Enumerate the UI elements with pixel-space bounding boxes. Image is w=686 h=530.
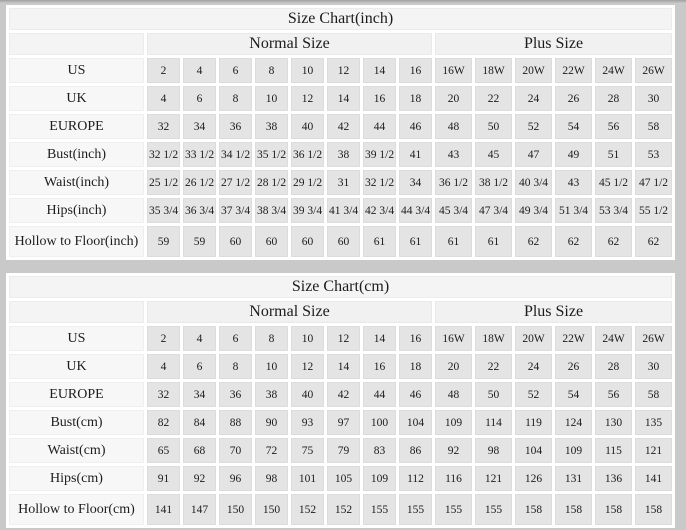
table-cell: 18 [399,86,432,111]
table-cell: 38 [255,114,288,139]
table-cell: 59 [183,226,216,257]
table-cell: 82 [147,410,180,435]
table-row [9,466,672,491]
table-cell: 4 [147,354,180,379]
table-cell: 147 [183,494,216,525]
table-cell: 53 3/4 [595,198,632,223]
table-cell: 44 3/4 [399,198,432,223]
table-row [9,438,672,463]
table-cell: 42 [327,382,360,407]
table-cell: 155 [399,494,432,525]
table-cell: 8 [255,58,288,83]
table-cell: 61 [435,226,472,257]
table-cell: 6 [219,58,252,83]
table-row [9,354,672,379]
table-cell: 41 [399,142,432,167]
table-cell: 14 [363,58,396,83]
table-cell: 50 [475,382,512,407]
size-chart-inch-table [6,5,675,260]
table-cell: 47 [515,142,552,167]
row-label: Waist(inch) [9,170,144,195]
table-cell: 28 1/2 [255,170,288,195]
table-cell: 48 [435,114,472,139]
table-cell: 131 [555,466,592,491]
table-cell: 16 [399,58,432,83]
table-cell: 43 [555,170,592,195]
table-cell: 92 [183,466,216,491]
table-cell: 4 [147,86,180,111]
table-cell: 10 [255,86,288,111]
table-cell: 130 [595,410,632,435]
table-cell: 36 1/2 [291,142,324,167]
row-label: Hollow to Floor(inch) [9,226,144,257]
table-cell: 155 [435,494,472,525]
table-cell: 31 [327,170,360,195]
table-cell: 29 1/2 [291,170,324,195]
size-chart-cm-table [6,273,675,528]
table-cell: 12 [327,326,360,351]
table-cell: 62 [635,226,672,257]
row-label: EUROPE [9,114,144,139]
table-cell: 49 3/4 [515,198,552,223]
table-cell: 30 [635,86,672,111]
table-row [9,170,672,195]
table-cell: 98 [255,466,288,491]
table-cell: 40 [291,114,324,139]
table-cell: 119 [515,410,552,435]
table-cell: 32 1/2 [363,170,396,195]
table-cell: 150 [255,494,288,525]
table-cell: 104 [399,410,432,435]
table-cell: 2 [147,58,180,83]
table-cell: 105 [327,466,360,491]
table-cell: 60 [255,226,288,257]
table-cell: 52 [515,114,552,139]
table-cell: 18W [475,326,512,351]
table-cell: 47 1/2 [635,170,672,195]
column-group-row [9,301,672,323]
table-row [9,142,672,167]
size-charts-page [0,3,686,528]
table-cell: 12 [291,86,324,111]
table-cell: 61 [399,226,432,257]
table-cell: 34 [183,382,216,407]
table-cell: 26 1/2 [183,170,216,195]
table-cell: 121 [635,438,672,463]
table-cell: 12 [291,354,324,379]
table-cell: 36 1/2 [435,170,472,195]
table-cell: 116 [435,466,472,491]
table-cell: 46 [399,382,432,407]
table-cell: 61 [363,226,396,257]
chart-title: Size Chart(inch) [9,8,672,30]
table-cell: 50 [475,114,512,139]
table-cell: 26 [555,86,592,111]
table-cell: 44 [363,382,396,407]
table-cell: 10 [255,354,288,379]
table-cell: 16 [363,86,396,111]
table-cell: 41 3/4 [327,198,360,223]
row-label: Bust(cm) [9,410,144,435]
table-cell: 16W [435,326,472,351]
table-cell: 68 [183,438,216,463]
row-label: UK [9,86,144,111]
table-cell: 54 [555,114,592,139]
table-cell: 16 [399,326,432,351]
table-cell: 36 [219,382,252,407]
table-cell: 14 [327,86,360,111]
table-cell: 18 [399,354,432,379]
table-cell: 16W [435,58,472,83]
table-row [9,382,672,407]
table-cell: 84 [183,410,216,435]
column-group-row [9,33,672,55]
table-cell: 10 [291,58,324,83]
table-cell: 34 [399,170,432,195]
table-cell: 26 [555,354,592,379]
table-cell: 22W [555,58,592,83]
table-cell: 93 [291,410,324,435]
table-cell: 100 [363,410,396,435]
table-cell: 72 [255,438,288,463]
chart-title: Size Chart(cm) [9,276,672,298]
table-cell: 155 [363,494,396,525]
size-chart-cm [6,273,686,528]
table-cell: 124 [555,410,592,435]
table-cell: 136 [595,466,632,491]
table-cell: 121 [475,466,512,491]
table-cell: 158 [515,494,552,525]
table-cell: 62 [595,226,632,257]
column-group-header: Plus Size [435,301,672,323]
table-row [9,114,672,139]
table-cell: 109 [363,466,396,491]
table-cell: 114 [475,410,512,435]
table-cell: 10 [291,326,324,351]
table-cell: 101 [291,466,324,491]
table-cell: 52 [515,382,552,407]
table-cell: 155 [475,494,512,525]
table-cell: 55 1/2 [635,198,672,223]
table-cell: 65 [147,438,180,463]
table-cell: 86 [399,438,432,463]
table-cell: 24 [515,354,552,379]
table-cell: 92 [435,438,472,463]
table-cell: 22 [475,86,512,111]
table-cell: 4 [183,326,216,351]
table-row [9,494,672,525]
table-cell: 4 [183,58,216,83]
table-cell: 22W [555,326,592,351]
table-cell: 6 [183,354,216,379]
table-cell: 158 [635,494,672,525]
table-cell: 40 3/4 [515,170,552,195]
table-row [9,410,672,435]
table-cell: 115 [595,438,632,463]
row-label: Hips(inch) [9,198,144,223]
table-cell: 60 [327,226,360,257]
table-cell: 36 [219,114,252,139]
table-cell: 35 3/4 [147,198,180,223]
table-row [9,58,672,83]
table-cell: 59 [147,226,180,257]
table-cell: 38 3/4 [255,198,288,223]
table-cell: 51 [595,142,632,167]
table-cell: 38 [327,142,360,167]
table-cell: 53 [635,142,672,167]
chart-title-row [9,8,672,30]
table-cell: 30 [635,354,672,379]
table-cell: 6 [219,326,252,351]
table-cell: 32 [147,114,180,139]
table-cell: 75 [291,438,324,463]
table-cell: 20W [515,58,552,83]
column-group-header: Normal Size [147,301,432,323]
table-cell: 36 3/4 [183,198,216,223]
row-label: UK [9,354,144,379]
table-cell: 62 [515,226,552,257]
row-label: EUROPE [9,382,144,407]
table-cell: 104 [515,438,552,463]
row-label: US [9,58,144,83]
table-cell: 79 [327,438,360,463]
row-label: Hollow to Floor(cm) [9,494,144,525]
table-cell: 38 [255,382,288,407]
table-cell: 45 1/2 [595,170,632,195]
table-cell: 32 [147,382,180,407]
table-row [9,198,672,223]
table-cell: 56 [595,114,632,139]
table-cell: 58 [635,382,672,407]
table-cell: 43 [435,142,472,167]
table-cell: 90 [255,410,288,435]
table-cell: 48 [435,382,472,407]
corner-cell [9,301,144,323]
table-cell: 39 3/4 [291,198,324,223]
table-cell: 16 [363,354,396,379]
table-cell: 135 [635,410,672,435]
table-cell: 24W [595,58,632,83]
table-cell: 61 [475,226,512,257]
table-cell: 22 [475,354,512,379]
table-cell: 2 [147,326,180,351]
table-cell: 51 3/4 [555,198,592,223]
chart-title-row [9,276,672,298]
table-cell: 97 [327,410,360,435]
table-cell: 37 3/4 [219,198,252,223]
table-cell: 88 [219,410,252,435]
table-cell: 38 1/2 [475,170,512,195]
table-cell: 58 [635,114,672,139]
table-cell: 24W [595,326,632,351]
table-row [9,226,672,257]
table-cell: 20W [515,326,552,351]
table-cell: 109 [555,438,592,463]
table-cell: 42 3/4 [363,198,396,223]
size-chart-inch [6,5,686,260]
table-cell: 45 3/4 [435,198,472,223]
table-cell: 8 [219,354,252,379]
column-group-header: Plus Size [435,33,672,55]
table-cell: 14 [363,326,396,351]
row-label: Bust(inch) [9,142,144,167]
table-cell: 47 3/4 [475,198,512,223]
table-cell: 109 [435,410,472,435]
row-label: US [9,326,144,351]
table-cell: 150 [219,494,252,525]
table-cell: 35 1/2 [255,142,288,167]
column-group-header: Normal Size [147,33,432,55]
table-cell: 54 [555,382,592,407]
table-cell: 18W [475,58,512,83]
table-cell: 25 1/2 [147,170,180,195]
table-cell: 27 1/2 [219,170,252,195]
table-cell: 158 [555,494,592,525]
table-cell: 141 [635,466,672,491]
table-cell: 152 [327,494,360,525]
row-label: Hips(cm) [9,466,144,491]
table-cell: 12 [327,58,360,83]
table-cell: 20 [435,354,472,379]
table-cell: 8 [219,86,252,111]
table-cell: 28 [595,86,632,111]
table-cell: 42 [327,114,360,139]
table-cell: 70 [219,438,252,463]
table-cell: 91 [147,466,180,491]
table-cell: 56 [595,382,632,407]
table-cell: 14 [327,354,360,379]
table-cell: 126 [515,466,552,491]
table-cell: 49 [555,142,592,167]
table-cell: 6 [183,86,216,111]
corner-cell [9,33,144,55]
table-cell: 112 [399,466,432,491]
table-cell: 45 [475,142,512,167]
table-cell: 96 [219,466,252,491]
table-cell: 141 [147,494,180,525]
table-cell: 34 [183,114,216,139]
table-cell: 26W [635,58,672,83]
table-cell: 8 [255,326,288,351]
table-cell: 83 [363,438,396,463]
table-cell: 60 [219,226,252,257]
table-cell: 33 1/2 [183,142,216,167]
table-cell: 98 [475,438,512,463]
table-cell: 26W [635,326,672,351]
table-cell: 44 [363,114,396,139]
table-cell: 20 [435,86,472,111]
table-cell: 62 [555,226,592,257]
table-cell: 46 [399,114,432,139]
table-row [9,86,672,111]
table-cell: 34 1/2 [219,142,252,167]
table-cell: 40 [291,382,324,407]
table-cell: 60 [291,226,324,257]
table-cell: 158 [595,494,632,525]
table-cell: 39 1/2 [363,142,396,167]
table-cell: 152 [291,494,324,525]
row-label: Waist(cm) [9,438,144,463]
table-cell: 24 [515,86,552,111]
table-cell: 28 [595,354,632,379]
table-row [9,326,672,351]
table-cell: 32 1/2 [147,142,180,167]
